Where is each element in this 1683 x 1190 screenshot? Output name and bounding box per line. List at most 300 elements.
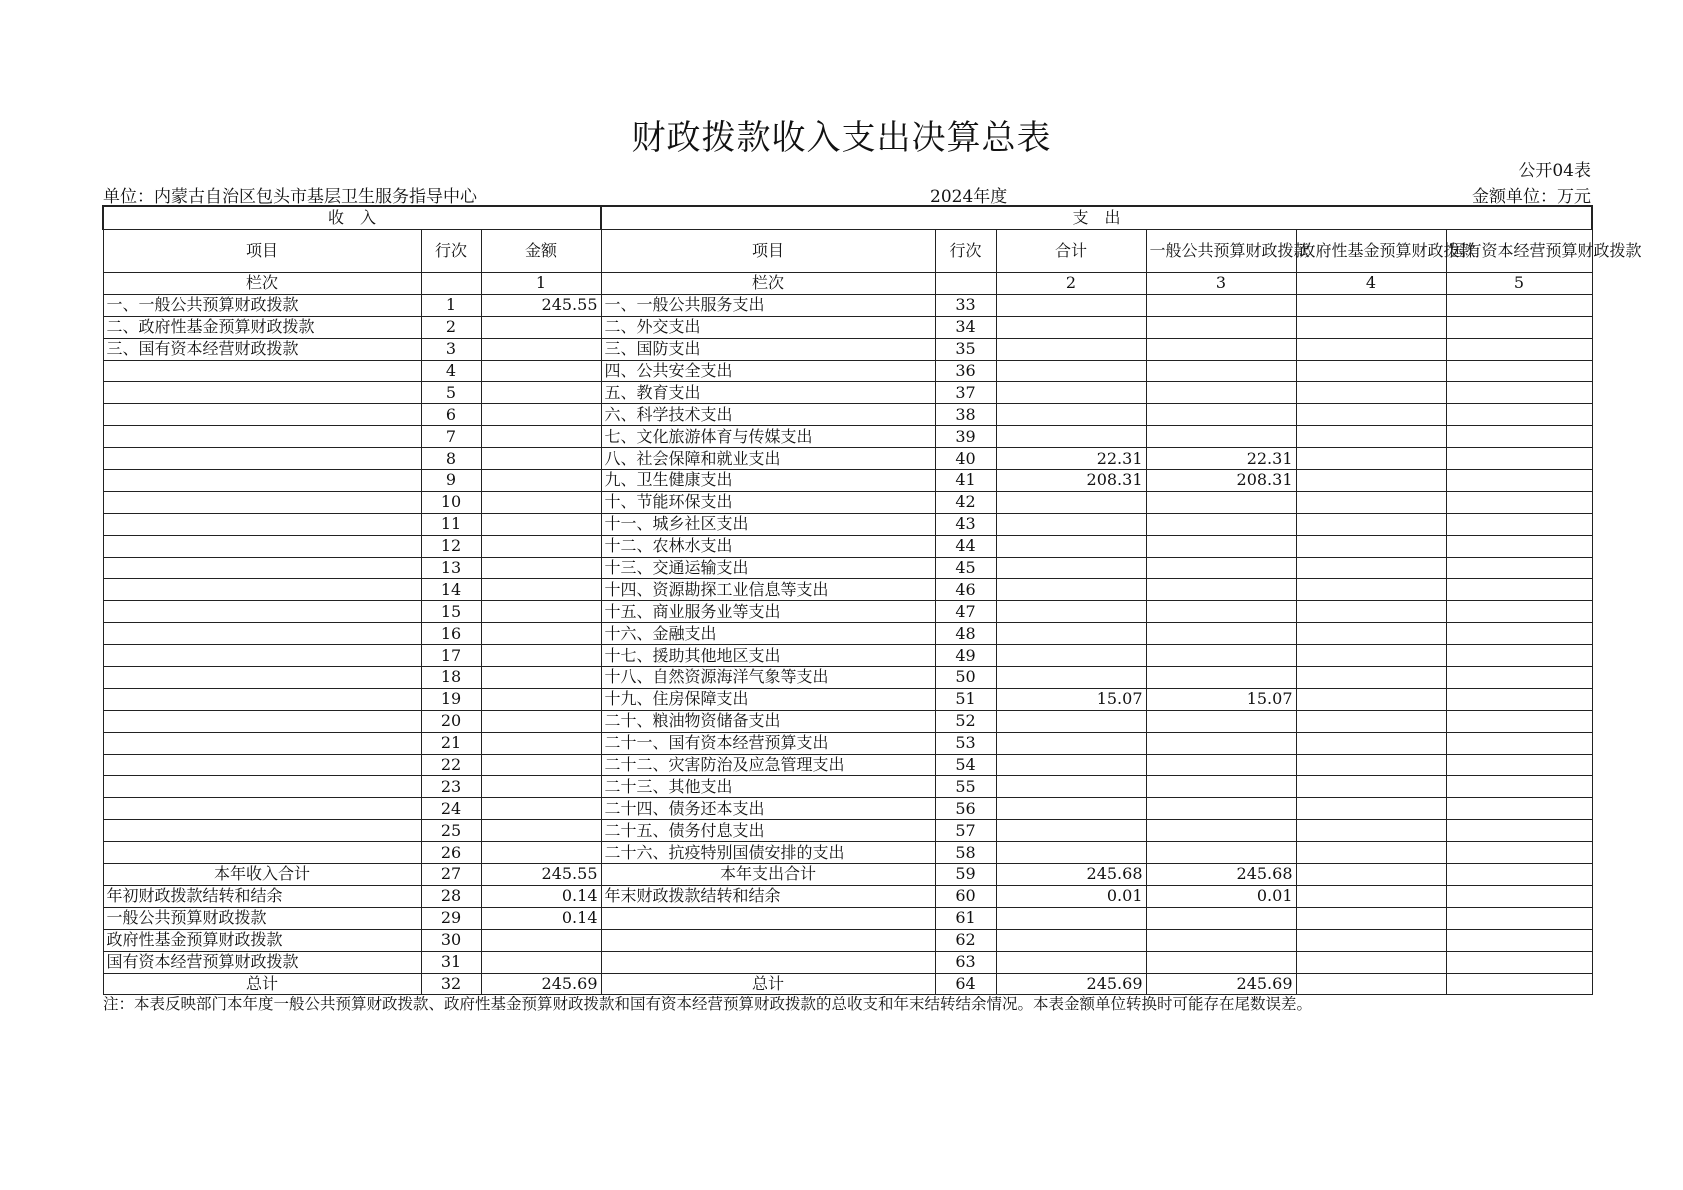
income-line-no: 15 [421,601,481,623]
gov-fund-header: 政府性基金预算财政拨款 [1296,230,1446,273]
income-item: 一般公共预算财政拨款 [103,907,421,929]
gov-fund-amount [1296,951,1446,973]
gov-fund-amount [1296,426,1446,448]
total-amount: 208.31 [996,470,1146,492]
expense-item: 十五、商业服务业等支出 [601,601,935,623]
total-amount: 15.07 [996,688,1146,710]
table-row [103,842,1592,864]
expense-item: 十二、农林水支出 [601,535,935,557]
income-item [103,470,421,492]
expense-line-no: 56 [935,798,996,820]
income-line-no: 7 [421,426,481,448]
state-capital-amount [1446,294,1592,316]
expense-item: 十四、资源勘探工业信息等支出 [601,579,935,601]
income-item [103,557,421,579]
income-item [103,798,421,820]
income-line-no: 27 [421,864,481,886]
gov-fund-amount [1296,776,1446,798]
income-item [103,513,421,535]
col-label: 栏次 [103,273,421,295]
income-line-no: 10 [421,491,481,513]
state-capital-amount [1446,710,1592,732]
fiscal-year: 2024年度 [930,187,1008,207]
income-line-no: 5 [421,382,481,404]
total-amount [996,513,1146,535]
state-capital-amount [1446,907,1592,929]
expense-line-no: 59 [935,864,996,886]
income-amount [481,316,601,338]
general-budget-amount [1146,557,1296,579]
general-budget-amount: 15.07 [1146,688,1296,710]
income-item [103,623,421,645]
table-row [103,929,1592,951]
income-line-header: 行次 [421,230,481,273]
income-line-no: 8 [421,448,481,470]
general-budget-amount: 245.68 [1146,864,1296,886]
col-index: 1 [481,273,601,295]
income-amount [481,360,601,382]
general-budget-amount [1146,579,1296,601]
income-item: 二、政府性基金预算财政拨款 [103,316,421,338]
expense-item: 九、卫生健康支出 [601,470,935,492]
income-amount [481,470,601,492]
income-amount [481,754,601,776]
total-amount [996,557,1146,579]
general-budget-amount [1146,842,1296,864]
income-amount [481,623,601,645]
table-row [103,470,1592,492]
gov-fund-amount [1296,623,1446,645]
table-row [103,907,1592,929]
income-line-no: 28 [421,885,481,907]
income-item [103,404,421,426]
gov-fund-amount [1296,842,1446,864]
general-budget-amount [1146,426,1296,448]
income-amount [481,513,601,535]
gov-fund-amount [1296,688,1446,710]
gov-fund-amount [1296,404,1446,426]
expense-line-no: 55 [935,776,996,798]
expense-item: 八、社会保障和就业支出 [601,448,935,470]
table-row [103,623,1592,645]
income-amount [481,951,601,973]
state-capital-amount [1446,557,1592,579]
state-capital-amount [1446,688,1592,710]
general-budget-amount: 245.69 [1146,973,1296,995]
expense-item: 总计 [601,973,935,995]
income-amount [481,426,601,448]
income-line-no: 31 [421,951,481,973]
income-item [103,579,421,601]
income-item [103,842,421,864]
income-item [103,732,421,754]
expense-line-no: 49 [935,645,996,667]
income-line-no: 3 [421,338,481,360]
total-amount [996,798,1146,820]
state-capital-amount [1446,864,1592,886]
expense-line-no: 58 [935,842,996,864]
income-item [103,754,421,776]
table-row [103,732,1592,754]
income-amount [481,645,601,667]
total-amount [996,776,1146,798]
general-budget-amount [1146,360,1296,382]
gov-fund-amount [1296,732,1446,754]
expense-item: 二十、粮油物资储备支出 [601,710,935,732]
col-index: 4 [1296,273,1446,295]
income-item [103,820,421,842]
total-amount [996,316,1146,338]
money-unit: 金额单位：万元 [1472,187,1591,207]
table-row [103,710,1592,732]
state-capital-amount [1446,667,1592,689]
income-line-no: 18 [421,667,481,689]
state-capital-amount [1446,732,1592,754]
general-budget-amount [1146,294,1296,316]
income-amount: 0.14 [481,907,601,929]
income-amount: 245.55 [481,294,601,316]
expense-item: 十三、交通运输支出 [601,557,935,579]
expense-line-no: 47 [935,601,996,623]
total-amount [996,732,1146,754]
income-line-no: 1 [421,294,481,316]
general-budget-amount [1146,798,1296,820]
income-amount-header: 金额 [481,230,601,273]
expense-line-no: 38 [935,404,996,426]
expense-line-no: 46 [935,579,996,601]
state-capital-amount [1446,535,1592,557]
expense-line-no: 37 [935,382,996,404]
general-budget-amount [1146,404,1296,426]
expense-item: 二十三、其他支出 [601,776,935,798]
general-budget-amount [1146,907,1296,929]
expense-line-no: 48 [935,623,996,645]
gov-fund-amount [1296,294,1446,316]
expense-line-no: 64 [935,973,996,995]
income-line-no: 23 [421,776,481,798]
table-row [103,798,1592,820]
income-line-no: 13 [421,557,481,579]
income-line-no: 29 [421,907,481,929]
expense-line-no: 51 [935,688,996,710]
income-amount [481,382,601,404]
ledger-table [102,205,1642,995]
general-budget-amount [1146,929,1296,951]
income-amount [481,404,601,426]
income-line-no: 17 [421,645,481,667]
income-amount [481,448,601,470]
general-budget-amount [1146,623,1296,645]
income-item: 一、一般公共预算财政拨款 [103,294,421,316]
unit-label: 单位：内蒙古自治区包头市基层卫生服务指导中心 [103,187,477,207]
total-amount [996,842,1146,864]
table-row [103,688,1592,710]
table-row [103,382,1592,404]
income-amount [481,710,601,732]
general-budget-header: 一般公共预算财政拨款 [1146,230,1296,273]
table-row [103,557,1592,579]
state-capital-amount [1446,929,1592,951]
table-row [103,951,1592,973]
state-capital-amount [1446,448,1592,470]
table-row [103,448,1592,470]
income-item: 总计 [103,973,421,995]
table-row [103,864,1592,886]
state-capital-amount [1446,404,1592,426]
total-amount [996,601,1146,623]
table-row [103,316,1592,338]
table-row [103,601,1592,623]
total-amount [996,382,1146,404]
gov-fund-amount [1296,907,1446,929]
state-capital-amount [1446,316,1592,338]
col-index: 5 [1446,273,1592,295]
table-row [103,404,1592,426]
expense-item: 十九、住房保障支出 [601,688,935,710]
table-row [103,426,1592,448]
total-amount [996,404,1146,426]
gov-fund-amount [1296,973,1446,995]
general-budget-amount [1146,338,1296,360]
expense-item: 十一、城乡社区支出 [601,513,935,535]
total-amount [996,710,1146,732]
income-amount: 0.14 [481,885,601,907]
expense-line-no: 60 [935,885,996,907]
total-amount [996,294,1146,316]
header-row-top [103,206,1592,230]
income-item: 三、国有资本经营财政拨款 [103,338,421,360]
income-line-no: 26 [421,842,481,864]
state-capital-header: 国有资本经营预算财政拨款 [1446,230,1592,273]
expense-item: 十、节能环保支出 [601,491,935,513]
state-capital-amount [1446,360,1592,382]
income-line-no: 12 [421,535,481,557]
total-amount: 22.31 [996,448,1146,470]
state-capital-amount [1446,470,1592,492]
income-item: 政府性基金预算财政拨款 [103,929,421,951]
state-capital-amount [1446,951,1592,973]
total-header: 合计 [996,230,1146,273]
gov-fund-amount [1296,360,1446,382]
state-capital-amount [1446,426,1592,448]
expense-item: 年末财政拨款结转和结余 [601,885,935,907]
income-item [103,535,421,557]
gov-fund-amount [1296,513,1446,535]
income-amount [481,667,601,689]
income-item: 年初财政拨款结转和结余 [103,885,421,907]
expense-line-no: 35 [935,338,996,360]
expense-item-header: 项目 [601,230,935,273]
expense-item: 二十六、抗疫特别国债安排的支出 [601,842,935,864]
income-line-no: 4 [421,360,481,382]
expense-line-no: 50 [935,667,996,689]
state-capital-amount [1446,885,1592,907]
state-capital-amount [1446,842,1592,864]
income-amount [481,820,601,842]
total-amount [996,820,1146,842]
general-budget-amount: 0.01 [1146,885,1296,907]
total-amount [996,907,1146,929]
general-budget-amount [1146,535,1296,557]
gov-fund-amount [1296,316,1446,338]
general-budget-amount [1146,820,1296,842]
income-amount [481,688,601,710]
ledger-body [103,294,1592,995]
expense-item: 二十五、债务付息支出 [601,820,935,842]
general-budget-amount [1146,951,1296,973]
income-amount [481,557,601,579]
expense-line-no: 33 [935,294,996,316]
income-item: 本年收入合计 [103,864,421,886]
gov-fund-amount [1296,470,1446,492]
general-budget-amount [1146,382,1296,404]
income-line-no: 14 [421,579,481,601]
total-amount [996,667,1146,689]
gov-fund-amount [1296,601,1446,623]
gov-fund-amount [1296,382,1446,404]
general-budget-amount [1146,754,1296,776]
table-row [103,513,1592,535]
table-row [103,885,1592,907]
table-row [103,820,1592,842]
gov-fund-amount [1296,645,1446,667]
income-amount [481,535,601,557]
expense-item: 十七、援助其他地区支出 [601,645,935,667]
table-row [103,754,1592,776]
col-index: 3 [1146,273,1296,295]
expense-line-no: 40 [935,448,996,470]
general-budget-amount [1146,513,1296,535]
general-budget-amount [1146,776,1296,798]
general-budget-amount [1146,710,1296,732]
income-amount [481,579,601,601]
income-amount [481,842,601,864]
table-row [103,535,1592,557]
expense-line-no: 61 [935,907,996,929]
expense-item: 七、文化旅游体育与传媒支出 [601,426,935,448]
expense-line-header: 行次 [935,230,996,273]
income-item [103,448,421,470]
total-amount: 245.68 [996,864,1146,886]
expense-line-no: 52 [935,710,996,732]
state-capital-amount [1446,382,1592,404]
header-row-mid [103,230,1592,273]
table-row [103,579,1592,601]
expense-item: 十六、金融支出 [601,623,935,645]
general-budget-amount [1146,491,1296,513]
general-budget-amount: 22.31 [1146,448,1296,470]
income-amount [481,338,601,360]
state-capital-amount [1446,623,1592,645]
expense-item: 二十二、灾害防治及应急管理支出 [601,754,935,776]
income-item [103,382,421,404]
income-amount [481,929,601,951]
total-amount [996,951,1146,973]
general-budget-amount [1146,601,1296,623]
expense-item: 十八、自然资源海洋气象等支出 [601,667,935,689]
state-capital-amount [1446,491,1592,513]
total-amount [996,579,1146,601]
general-budget-amount [1146,645,1296,667]
state-capital-amount [1446,645,1592,667]
expense-header: 支 出 [601,206,1592,230]
income-line-no: 30 [421,929,481,951]
total-amount [996,535,1146,557]
income-line-no: 19 [421,688,481,710]
total-amount [996,645,1146,667]
income-item [103,360,421,382]
income-line-no: 25 [421,820,481,842]
income-item [103,667,421,689]
total-amount [996,338,1146,360]
state-capital-amount [1446,338,1592,360]
form-code: 公开04表 [1518,161,1591,181]
total-amount: 245.69 [996,973,1146,995]
expense-item [601,929,935,951]
gov-fund-amount [1296,710,1446,732]
income-item [103,688,421,710]
income-item [103,601,421,623]
expense-line-no: 41 [935,470,996,492]
expense-line-no: 63 [935,951,996,973]
income-line-no: 32 [421,973,481,995]
income-amount [481,491,601,513]
expense-item [601,951,935,973]
expense-line-no: 45 [935,557,996,579]
gov-fund-amount [1296,557,1446,579]
gov-fund-amount [1296,885,1446,907]
income-line-no: 16 [421,623,481,645]
income-line-no: 11 [421,513,481,535]
gov-fund-amount [1296,338,1446,360]
gov-fund-amount [1296,864,1446,886]
expense-line-no: 53 [935,732,996,754]
income-header: 收 入 [103,206,601,230]
income-item [103,776,421,798]
expense-item: 一、一般公共服务支出 [601,294,935,316]
income-item [103,491,421,513]
total-amount [996,360,1146,382]
total-amount [996,623,1146,645]
expense-item: 三、国防支出 [601,338,935,360]
gov-fund-amount [1296,491,1446,513]
page-title: 财政拨款收入支出决算总表 [631,118,1052,158]
gov-fund-amount [1296,820,1446,842]
table-row [103,491,1592,513]
col-label: 栏次 [601,273,935,295]
state-capital-amount [1446,776,1592,798]
general-budget-amount [1146,732,1296,754]
expense-item [601,907,935,929]
income-amount: 245.55 [481,864,601,886]
table-row [103,645,1592,667]
income-item [103,710,421,732]
expense-line-no: 57 [935,820,996,842]
expense-line-no: 39 [935,426,996,448]
income-line-no: 20 [421,710,481,732]
gov-fund-amount [1296,667,1446,689]
state-capital-amount [1446,579,1592,601]
income-amount: 245.69 [481,973,601,995]
income-line-no: 6 [421,404,481,426]
income-amount [481,601,601,623]
gov-fund-amount [1296,448,1446,470]
expense-item: 二十四、债务还本支出 [601,798,935,820]
total-amount [996,491,1146,513]
income-line-no: 24 [421,798,481,820]
total-amount: 0.01 [996,885,1146,907]
table-row [103,776,1592,798]
